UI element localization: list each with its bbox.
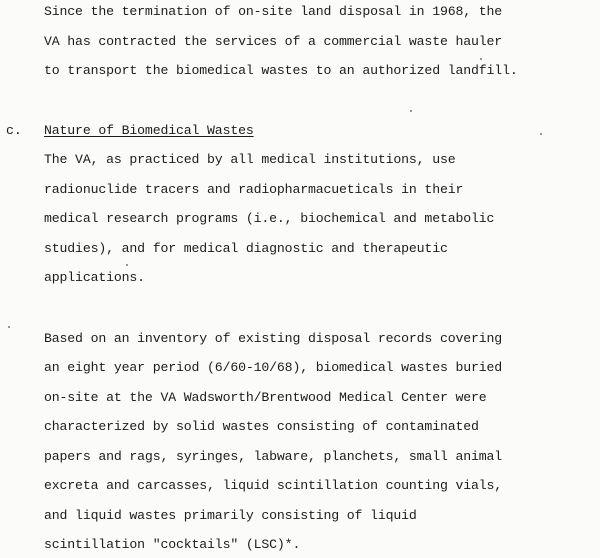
section-c-line-2: radionuclide tracers and radiopharmacueticals in their	[44, 182, 464, 197]
section-c-line-4: studies), and for medical diagnostic and therapeutic	[44, 241, 448, 256]
paragraph-3-line-7: and liquid wastes primarily consisting of liquid	[44, 508, 417, 523]
paragraph-3-line-6: excreta and carcasses, liquid scintillation counting vials,	[44, 478, 503, 493]
paragraph-1-line-3: to transport the biomedical wastes to an authorized landfill.	[44, 63, 518, 78]
scan-speck	[480, 58, 482, 60]
section-c-line-3: medical research programs (i.e., biochemical and metabolic	[44, 211, 495, 226]
scan-speck	[8, 326, 10, 328]
paragraph-3-line-4: characterized by solid wastes consisting of contaminated	[44, 419, 479, 434]
paragraph-1-line-2: VA has contracted the services of a commercial waste hauler	[44, 34, 503, 49]
section-heading: Nature of Biomedical Wastes	[44, 123, 254, 138]
paragraph-3-line-5: papers and rags, syringes, labware, planchets, small animal	[44, 449, 503, 464]
paragraph-3-line-2: an eight year period (6/60-10/68), biomedical wastes buried	[44, 360, 503, 375]
paragraph-3-line-1: Based on an inventory of existing disposal records covering	[44, 331, 503, 346]
scan-speck	[540, 133, 542, 135]
paragraph-3-line-8: scintillation "cocktails" (LSC)*.	[44, 537, 301, 552]
scan-speck	[410, 110, 412, 112]
section-marker: c.	[6, 123, 22, 138]
section-c-line-5: applications.	[44, 270, 145, 285]
section-c-line-1: The VA, as practiced by all medical institutions, use	[44, 152, 456, 167]
scan-speck	[126, 264, 128, 266]
paragraph-3-line-3: on-site at the VA Wadsworth/Brentwood Medical Center were	[44, 390, 487, 405]
paragraph-1-line-1: Since the termination of on-site land disposal in 1968, the	[44, 4, 503, 19]
